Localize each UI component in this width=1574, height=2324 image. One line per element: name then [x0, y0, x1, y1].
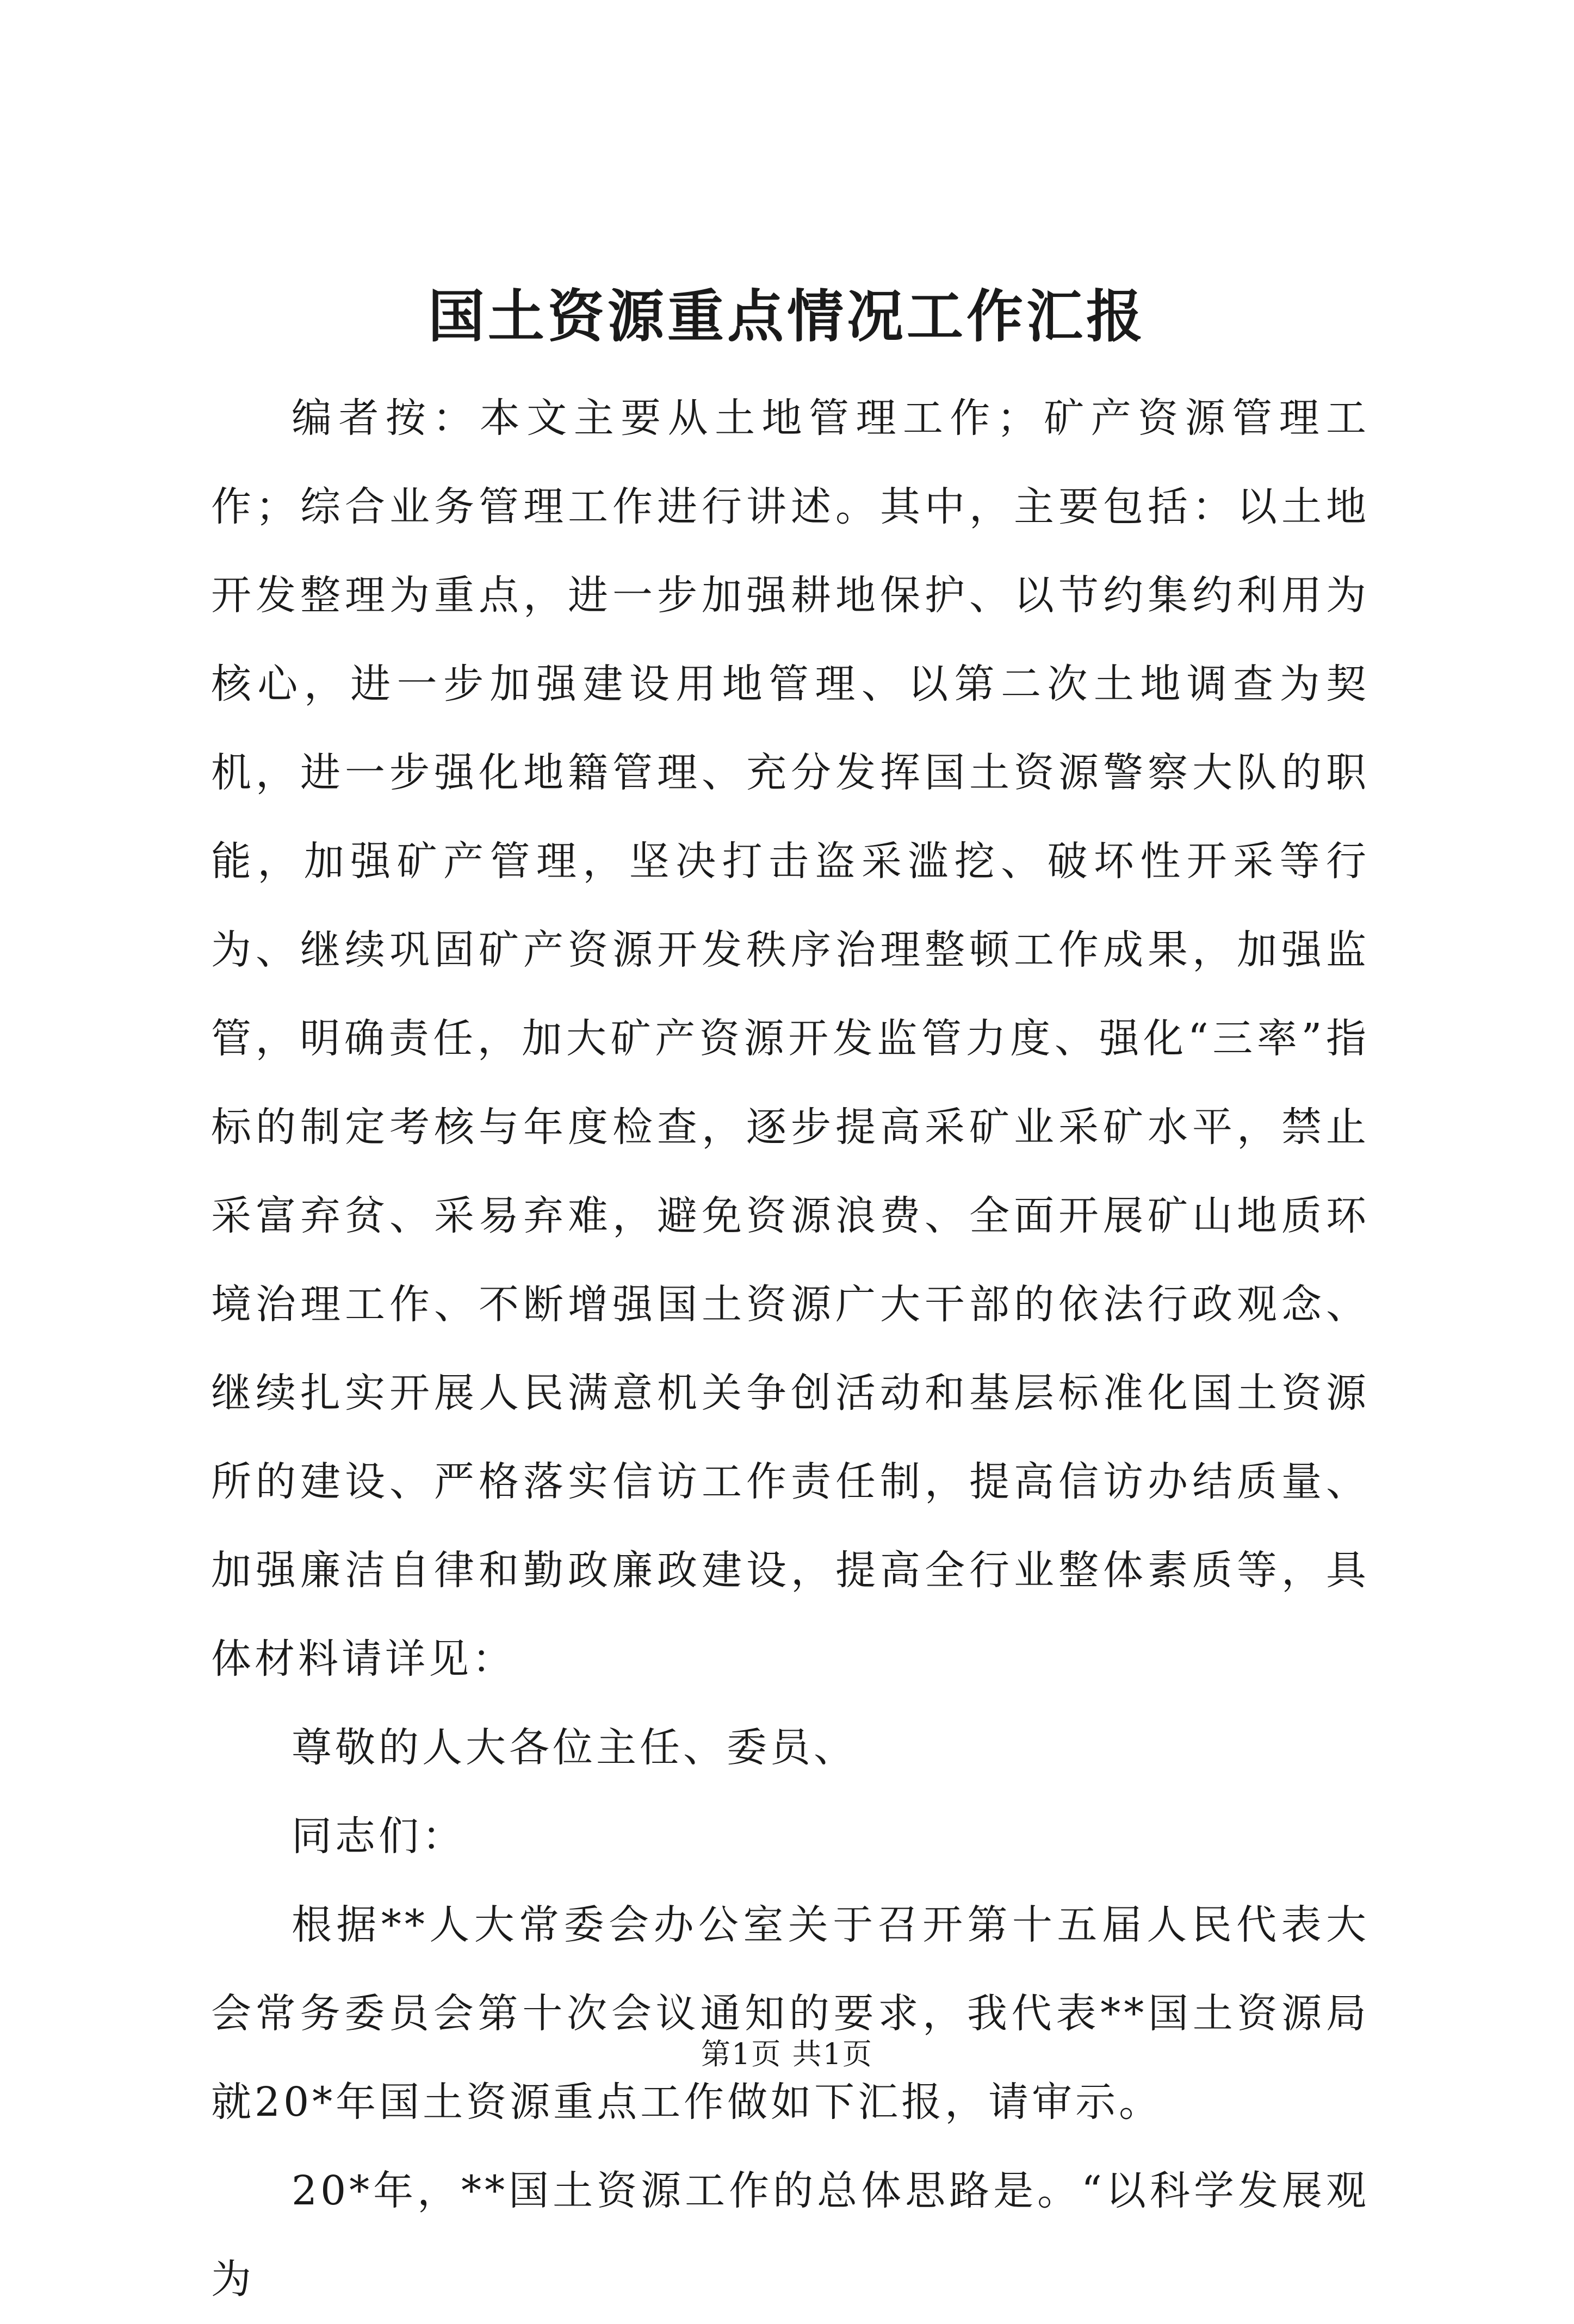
- page-footer: 第1页 共1页: [701, 2037, 873, 2071]
- editor-note-paragraph: 编者按：本文主要从土地管理工作；矿产资源管理工作；综合业务管理工作进行讲述。其中，主要包括：以土地开发整理为重点，进一步加强耕地保护、以节约集约利用为核心，进一步加强建设用地管理、以第二次土地调查为契机，进一步强化地籍管理、充分发挥国土资源警察大队的职能，加强矿产管理，坚决打击盗采滥挖、破坏性开采等行为、继续巩固矿产资源开发秩序治理整顿工作成果，加强监管，明确责任，加大矿产资源开发监管力度、强化“三率”指标的制定考核与年度检查，逐步提高采矿业采矿水平，禁止采富弃贫、采易弃难，避免资源浪费、全面开展矿山地质环境治理工作、不断增强国土资源广大干部的依法行政观念、继续扎实开展人民满意机关争创活动和基层标准化国土资源所的建设、严格落实信访工作责任制，提高信访办结质量、加强廉洁自律和勤政廉政建设，提高全行业整体素质等，具体材料请详见：: [211, 395, 1369, 1682]
- greeting-paragraph: 同志们：: [292, 1813, 466, 1860]
- work-outline-paragraph: 20*年，**国土资源工作的总体思路是。“以科学发展观为: [211, 2167, 1369, 2303]
- document-body: [211, 374, 1369, 2324]
- document-title: 国土资源重点情况工作汇报: [427, 283, 1146, 350]
- report-intro-paragraph: 根据**人大常委会办公室关于召开第十五届人民代表大会常务委员会第十次会议通知的要求，我代表**国土资源局就20*年国土资源重点工作做如下汇报，请审示。: [211, 1902, 1369, 2126]
- salutation-paragraph: 尊敬的人大各位主任、委员、: [292, 1724, 857, 1771]
